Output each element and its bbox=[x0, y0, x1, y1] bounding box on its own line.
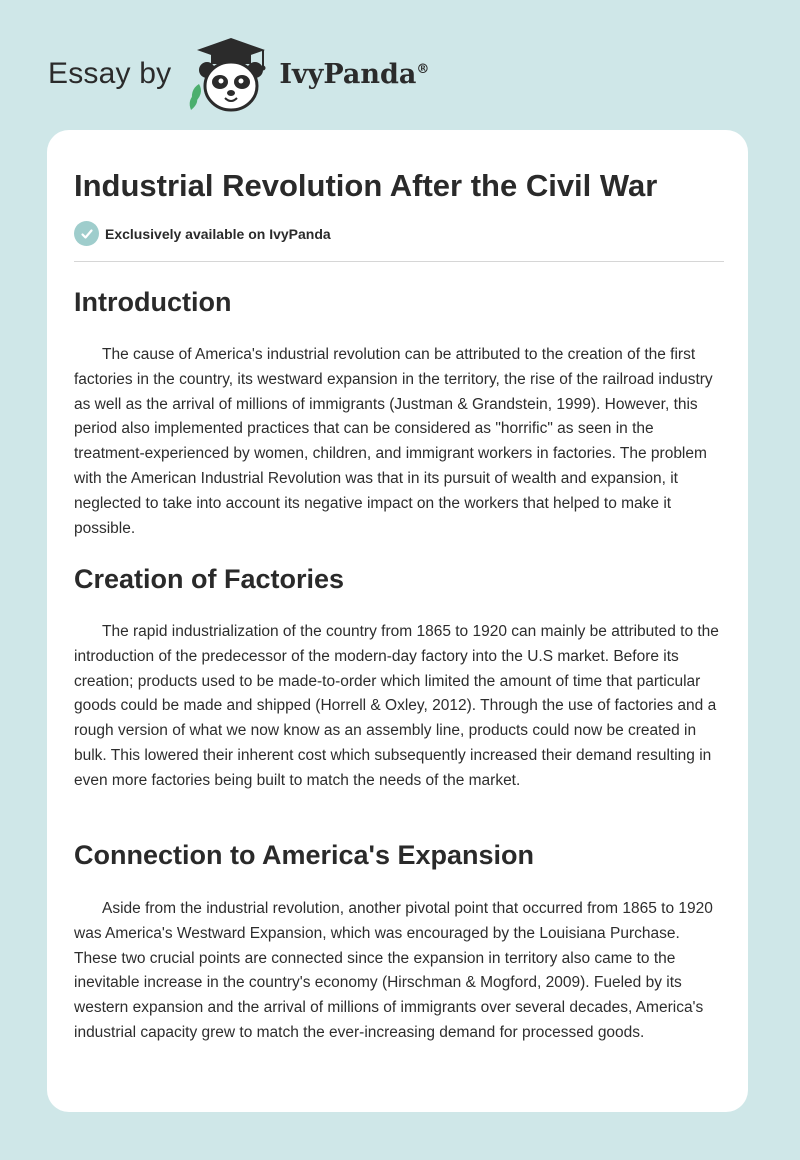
registered-mark: ® bbox=[416, 61, 430, 77]
section-body-creation-of-factories: The rapid industrialization of the country from 1865 to 1920 can mainly be attributed to the introduction of the predecessor of the modern-day factory into the U.S market. Before its creation; products used to be made-to-order which limited the amount of time that particular goods could be made and shipped (Horrell & Oxley, 2012). Through the use of factories and a rough version of what we now know as an assembly line, products could now be created in bulk. This lowered their inherent cost which subsequently increased their demand resulting in even more factories being built to match the needs of the market. bbox=[74, 623, 719, 789]
site-header bbox=[48, 34, 429, 114]
brand-name[interactable] bbox=[279, 59, 429, 90]
section-heading-creation-of-factories: Creation of Factories bbox=[74, 564, 345, 594]
badge-text: Exclusively available on IvyPanda bbox=[105, 225, 331, 242]
section-body-introduction: The cause of America's industrial revolution can be attributed to the creation of the first factories in the country, its westward expansion in the territory, the rise of the railroad industry as well as the arrival of millions of immigrants (Justman & Grandstein, 1999). However, this period also implemented practices that can be considered as "horrific" as seen in the treatment-experienced by women, children, and immigrant workers in factories. The problem with the American Industrial Revolution was that in its pursuit of wealth and expansion, it neglected to take into account its negative impact on the workers that helped to make it possible. bbox=[74, 346, 713, 537]
exclusive-badge bbox=[74, 221, 331, 246]
check-icon bbox=[74, 221, 99, 246]
brand-prefix: Essay by bbox=[48, 57, 172, 90]
section-heading-connection-to-expansion: Connection to America's Expansion bbox=[74, 840, 535, 870]
panda-graduate-icon[interactable] bbox=[185, 34, 277, 114]
section-heading-introduction: Introduction bbox=[74, 287, 232, 317]
section-body-connection-to-expansion: Aside from the industrial revolution, another pivotal point that occurred from 1865 to 1920 was America's Westward Expansion, which was encouraged by the Louisiana Purchase. These two crucial points are connected since the expansion in territory also came to the inevitable increase in the country's economy (Hirschman & Mogford, 2009). Fueled by its western expansion and the arrival of millions of immigrants over several decades, America's industrial capacity grew to match the ever-increasing demand for processed goods. bbox=[74, 900, 713, 1041]
brand-name-text: IvyPanda bbox=[279, 58, 417, 90]
divider bbox=[74, 261, 724, 262]
article-card bbox=[47, 130, 748, 1112]
article-title: Industrial Revolution After the Civil War bbox=[74, 168, 658, 203]
